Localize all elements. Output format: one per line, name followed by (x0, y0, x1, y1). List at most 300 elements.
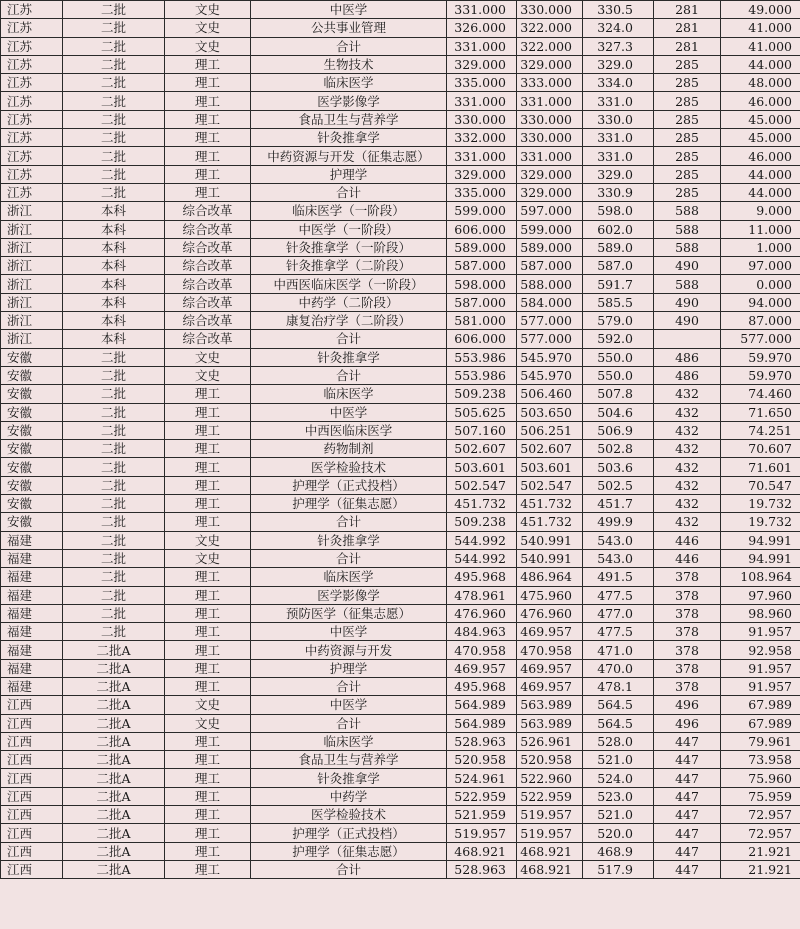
major-cell: 中医学 (251, 696, 447, 714)
diff-cell: 19.732 (721, 513, 800, 531)
province-cell: 福建 (1, 659, 63, 677)
batch-cell: 二批 (63, 549, 165, 567)
batch-cell: 二批 (63, 110, 165, 128)
diff-cell: 79.961 (721, 732, 800, 750)
min-score-cell: 451.732 (517, 513, 583, 531)
min-score-cell: 451.732 (517, 495, 583, 513)
min-score-cell: 330.000 (517, 129, 583, 147)
category-cell: 文史 (165, 1, 251, 19)
min-score-cell: 563.989 (517, 714, 583, 732)
batch-cell: 本科 (63, 330, 165, 348)
category-cell: 理工 (165, 147, 251, 165)
max-score-cell: 581.000 (447, 312, 517, 330)
batch-cell: 二批 (63, 604, 165, 622)
batch-cell: 二批 (63, 513, 165, 531)
diff-cell: 44.000 (721, 183, 800, 201)
diff-cell: 70.547 (721, 476, 800, 494)
control-line-cell: 285 (654, 129, 721, 147)
diff-cell: 9.000 (721, 202, 800, 220)
avg-score-cell: 506.9 (583, 421, 654, 439)
province-cell: 江西 (1, 824, 63, 842)
batch-cell: 本科 (63, 220, 165, 238)
min-score-cell: 563.989 (517, 696, 583, 714)
max-score-cell: 332.000 (447, 129, 517, 147)
avg-score-cell: 502.5 (583, 476, 654, 494)
table-row (1, 641, 800, 659)
table-row (1, 751, 800, 769)
min-score-cell: 506.460 (517, 385, 583, 403)
min-score-cell: 506.251 (517, 421, 583, 439)
diff-cell: 67.989 (721, 714, 800, 732)
province-cell: 江苏 (1, 1, 63, 19)
category-cell: 综合改革 (165, 220, 251, 238)
diff-cell: 72.957 (721, 824, 800, 842)
province-cell: 福建 (1, 549, 63, 567)
category-cell: 理工 (165, 513, 251, 531)
major-cell: 合计 (251, 714, 447, 732)
min-score-cell: 587.000 (517, 257, 583, 275)
table-row (1, 714, 800, 732)
avg-score-cell: 451.7 (583, 495, 654, 513)
diff-cell: 41.000 (721, 37, 800, 55)
min-score-cell: 476.960 (517, 604, 583, 622)
table-row (1, 348, 800, 366)
batch-cell: 二批A (63, 842, 165, 860)
category-cell: 文史 (165, 696, 251, 714)
max-score-cell: 564.989 (447, 696, 517, 714)
province-cell: 福建 (1, 604, 63, 622)
batch-cell: 二批 (63, 366, 165, 384)
diff-cell: 49.000 (721, 1, 800, 19)
table-row (1, 403, 800, 421)
province-cell: 浙江 (1, 202, 63, 220)
category-cell: 理工 (165, 732, 251, 750)
batch-cell: 二批 (63, 385, 165, 403)
control-line-cell: 378 (654, 586, 721, 604)
max-score-cell: 606.000 (447, 330, 517, 348)
min-score-cell: 322.000 (517, 37, 583, 55)
control-line-cell: 447 (654, 769, 721, 787)
avg-score-cell: 503.6 (583, 458, 654, 476)
min-score-cell: 486.964 (517, 568, 583, 586)
diff-cell: 74.460 (721, 385, 800, 403)
max-score-cell: 326.000 (447, 19, 517, 37)
province-cell: 江苏 (1, 74, 63, 92)
avg-score-cell: 499.9 (583, 513, 654, 531)
max-score-cell: 519.957 (447, 824, 517, 842)
max-score-cell: 468.921 (447, 842, 517, 860)
diff-cell: 59.970 (721, 366, 800, 384)
major-cell: 护理学 (251, 659, 447, 677)
control-line-cell: 378 (654, 604, 721, 622)
major-cell: 食品卫生与营养学 (251, 110, 447, 128)
batch-cell: 二批 (63, 74, 165, 92)
max-score-cell: 495.968 (447, 568, 517, 586)
min-score-cell: 329.000 (517, 165, 583, 183)
batch-cell: 二批 (63, 623, 165, 641)
table-row (1, 37, 800, 55)
min-score-cell: 470.958 (517, 641, 583, 659)
max-score-cell: 599.000 (447, 202, 517, 220)
min-score-cell: 331.000 (517, 147, 583, 165)
min-score-cell: 330.000 (517, 1, 583, 19)
major-cell: 针灸推拿学（一阶段） (251, 238, 447, 256)
province-cell: 江西 (1, 787, 63, 805)
control-line-cell: 490 (654, 257, 721, 275)
table-row (1, 183, 800, 201)
major-cell: 合计 (251, 37, 447, 55)
category-cell: 理工 (165, 92, 251, 110)
avg-score-cell: 470.0 (583, 659, 654, 677)
max-score-cell: 331.000 (447, 92, 517, 110)
max-score-cell: 335.000 (447, 74, 517, 92)
diff-cell: 46.000 (721, 147, 800, 165)
batch-cell: 二批A (63, 696, 165, 714)
avg-score-cell: 543.0 (583, 549, 654, 567)
batch-cell: 二批 (63, 165, 165, 183)
min-score-cell: 330.000 (517, 110, 583, 128)
control-line-cell: 588 (654, 275, 721, 293)
province-cell: 安徽 (1, 440, 63, 458)
control-line-cell: 378 (654, 659, 721, 677)
province-cell: 安徽 (1, 476, 63, 494)
max-score-cell: 331.000 (447, 37, 517, 55)
control-line-cell: 432 (654, 440, 721, 458)
diff-cell: 59.970 (721, 348, 800, 366)
control-line-cell: 432 (654, 403, 721, 421)
batch-cell: 二批 (63, 129, 165, 147)
table-row (1, 531, 800, 549)
avg-score-cell: 543.0 (583, 531, 654, 549)
diff-cell: 45.000 (721, 129, 800, 147)
province-cell: 浙江 (1, 275, 63, 293)
major-cell: 医学检验技术 (251, 806, 447, 824)
major-cell: 针灸推拿学 (251, 348, 447, 366)
min-score-cell: 597.000 (517, 202, 583, 220)
batch-cell: 二批A (63, 769, 165, 787)
major-cell: 中药学（二阶段） (251, 293, 447, 311)
avg-score-cell: 589.0 (583, 238, 654, 256)
min-score-cell: 331.000 (517, 92, 583, 110)
avg-score-cell: 334.0 (583, 74, 654, 92)
avg-score-cell: 507.8 (583, 385, 654, 403)
major-cell: 康复治疗学（二阶段） (251, 312, 447, 330)
avg-score-cell: 521.0 (583, 751, 654, 769)
category-cell: 理工 (165, 860, 251, 878)
diff-cell: 91.957 (721, 677, 800, 695)
category-cell: 理工 (165, 641, 251, 659)
min-score-cell: 522.960 (517, 769, 583, 787)
control-line-cell: 285 (654, 110, 721, 128)
control-line-cell: 446 (654, 549, 721, 567)
control-line-cell: 446 (654, 531, 721, 549)
table-body (1, 1, 800, 879)
max-score-cell: 544.992 (447, 549, 517, 567)
batch-cell: 二批 (63, 37, 165, 55)
avg-score-cell: 579.0 (583, 312, 654, 330)
avg-score-cell: 331.0 (583, 129, 654, 147)
major-cell: 合计 (251, 513, 447, 531)
avg-score-cell: 491.5 (583, 568, 654, 586)
control-line-cell: 588 (654, 220, 721, 238)
province-cell: 安徽 (1, 403, 63, 421)
major-cell: 医学影像学 (251, 92, 447, 110)
max-score-cell: 524.961 (447, 769, 517, 787)
category-cell: 文史 (165, 37, 251, 55)
category-cell: 理工 (165, 495, 251, 513)
major-cell: 针灸推拿学 (251, 129, 447, 147)
category-cell: 理工 (165, 842, 251, 860)
avg-score-cell: 520.0 (583, 824, 654, 842)
control-line-cell: 285 (654, 74, 721, 92)
table-row (1, 476, 800, 494)
province-cell: 江西 (1, 696, 63, 714)
major-cell: 临床医学 (251, 74, 447, 92)
avg-score-cell: 504.6 (583, 403, 654, 421)
table-row (1, 220, 800, 238)
table-row (1, 787, 800, 805)
province-cell: 福建 (1, 623, 63, 641)
category-cell: 理工 (165, 806, 251, 824)
batch-cell: 本科 (63, 312, 165, 330)
category-cell: 理工 (165, 129, 251, 147)
province-cell: 江苏 (1, 37, 63, 55)
major-cell: 护理学 (251, 165, 447, 183)
diff-cell: 94.991 (721, 531, 800, 549)
category-cell: 理工 (165, 787, 251, 805)
diff-cell: 73.958 (721, 751, 800, 769)
province-cell: 江苏 (1, 147, 63, 165)
table-row (1, 623, 800, 641)
table-row (1, 312, 800, 330)
avg-score-cell: 468.9 (583, 842, 654, 860)
diff-cell: 1.000 (721, 238, 800, 256)
province-cell: 浙江 (1, 257, 63, 275)
major-cell: 针灸推拿学（二阶段） (251, 257, 447, 275)
diff-cell: 91.957 (721, 623, 800, 641)
category-cell: 理工 (165, 440, 251, 458)
control-line-cell: 378 (654, 677, 721, 695)
batch-cell: 二批 (63, 458, 165, 476)
batch-cell: 二批A (63, 714, 165, 732)
table-row (1, 458, 800, 476)
batch-cell: 二批 (63, 440, 165, 458)
min-score-cell: 329.000 (517, 183, 583, 201)
category-cell: 综合改革 (165, 257, 251, 275)
category-cell: 理工 (165, 165, 251, 183)
category-cell: 综合改革 (165, 238, 251, 256)
avg-score-cell: 587.0 (583, 257, 654, 275)
major-cell: 护理学（正式投档） (251, 824, 447, 842)
min-score-cell: 503.650 (517, 403, 583, 421)
max-score-cell: 502.547 (447, 476, 517, 494)
province-cell: 浙江 (1, 220, 63, 238)
category-cell: 文史 (165, 19, 251, 37)
major-cell: 中药学 (251, 787, 447, 805)
min-score-cell: 577.000 (517, 330, 583, 348)
control-line-cell: 378 (654, 568, 721, 586)
min-score-cell: 540.991 (517, 549, 583, 567)
batch-cell: 二批 (63, 403, 165, 421)
batch-cell: 二批A (63, 732, 165, 750)
major-cell: 合计 (251, 330, 447, 348)
min-score-cell: 522.959 (517, 787, 583, 805)
category-cell: 理工 (165, 421, 251, 439)
major-cell: 临床医学 (251, 568, 447, 586)
province-cell: 江西 (1, 860, 63, 878)
table-row (1, 293, 800, 311)
category-cell: 文史 (165, 366, 251, 384)
min-score-cell: 519.957 (517, 806, 583, 824)
control-line-cell: 486 (654, 366, 721, 384)
category-cell: 综合改革 (165, 330, 251, 348)
category-cell: 理工 (165, 586, 251, 604)
table-row (1, 147, 800, 165)
province-cell: 福建 (1, 641, 63, 659)
table-row (1, 549, 800, 567)
province-cell: 江西 (1, 806, 63, 824)
category-cell: 理工 (165, 824, 251, 842)
table-row (1, 568, 800, 586)
avg-score-cell: 550.0 (583, 366, 654, 384)
province-cell: 江苏 (1, 92, 63, 110)
category-cell: 理工 (165, 74, 251, 92)
province-cell: 安徽 (1, 348, 63, 366)
min-score-cell: 584.000 (517, 293, 583, 311)
batch-cell: 二批 (63, 1, 165, 19)
max-score-cell: 476.960 (447, 604, 517, 622)
batch-cell: 二批 (63, 568, 165, 586)
avg-score-cell: 598.0 (583, 202, 654, 220)
table-row (1, 330, 800, 348)
control-line-cell: 281 (654, 37, 721, 55)
diff-cell: 44.000 (721, 165, 800, 183)
category-cell: 文史 (165, 714, 251, 732)
min-score-cell: 468.921 (517, 842, 583, 860)
category-cell: 理工 (165, 623, 251, 641)
max-score-cell: 553.986 (447, 348, 517, 366)
province-cell: 浙江 (1, 330, 63, 348)
avg-score-cell: 478.1 (583, 677, 654, 695)
province-cell: 江西 (1, 751, 63, 769)
table-row (1, 129, 800, 147)
min-score-cell: 329.000 (517, 55, 583, 73)
max-score-cell: 503.601 (447, 458, 517, 476)
avg-score-cell: 550.0 (583, 348, 654, 366)
major-cell: 预防医学（征集志愿） (251, 604, 447, 622)
control-line-cell: 432 (654, 458, 721, 476)
major-cell: 中医学 (251, 403, 447, 421)
diff-cell: 75.960 (721, 769, 800, 787)
category-cell: 理工 (165, 659, 251, 677)
control-line-cell: 447 (654, 824, 721, 842)
category-cell: 理工 (165, 458, 251, 476)
batch-cell: 二批 (63, 348, 165, 366)
max-score-cell: 469.957 (447, 659, 517, 677)
category-cell: 理工 (165, 55, 251, 73)
table-row (1, 55, 800, 73)
avg-score-cell: 517.9 (583, 860, 654, 878)
avg-score-cell: 524.0 (583, 769, 654, 787)
batch-cell: 二批 (63, 147, 165, 165)
max-score-cell: 470.958 (447, 641, 517, 659)
max-score-cell: 528.963 (447, 860, 517, 878)
province-cell: 福建 (1, 531, 63, 549)
diff-cell: 48.000 (721, 74, 800, 92)
min-score-cell: 475.960 (517, 586, 583, 604)
table-row (1, 385, 800, 403)
max-score-cell: 331.000 (447, 147, 517, 165)
diff-cell: 21.921 (721, 860, 800, 878)
major-cell: 公共事业管理 (251, 19, 447, 37)
diff-cell: 45.000 (721, 110, 800, 128)
province-cell: 江苏 (1, 129, 63, 147)
max-score-cell: 598.000 (447, 275, 517, 293)
category-cell: 理工 (165, 110, 251, 128)
table-row (1, 677, 800, 695)
diff-cell: 11.000 (721, 220, 800, 238)
batch-cell: 二批A (63, 806, 165, 824)
batch-cell: 二批 (63, 19, 165, 37)
table-row (1, 92, 800, 110)
control-line-cell: 432 (654, 495, 721, 513)
diff-cell: 74.251 (721, 421, 800, 439)
avg-score-cell: 591.7 (583, 275, 654, 293)
max-score-cell: 329.000 (447, 165, 517, 183)
province-cell: 江西 (1, 732, 63, 750)
control-line-cell: 378 (654, 623, 721, 641)
province-cell: 江苏 (1, 165, 63, 183)
avg-score-cell: 329.0 (583, 55, 654, 73)
batch-cell: 二批A (63, 641, 165, 659)
avg-score-cell: 330.5 (583, 1, 654, 19)
category-cell: 理工 (165, 183, 251, 201)
table-row (1, 165, 800, 183)
batch-cell: 本科 (63, 257, 165, 275)
major-cell: 针灸推拿学 (251, 769, 447, 787)
major-cell: 护理学（正式投档） (251, 476, 447, 494)
control-line-cell: 447 (654, 860, 721, 878)
avg-score-cell: 564.5 (583, 714, 654, 732)
avg-score-cell: 477.5 (583, 623, 654, 641)
avg-score-cell: 477.0 (583, 604, 654, 622)
table-row (1, 824, 800, 842)
max-score-cell: 528.963 (447, 732, 517, 750)
max-score-cell: 507.160 (447, 421, 517, 439)
control-line-cell: 447 (654, 787, 721, 805)
province-cell: 福建 (1, 586, 63, 604)
major-cell: 合计 (251, 860, 447, 878)
batch-cell: 二批A (63, 787, 165, 805)
major-cell: 医学影像学 (251, 586, 447, 604)
category-cell: 理工 (165, 385, 251, 403)
avg-score-cell: 528.0 (583, 732, 654, 750)
control-line-cell: 496 (654, 696, 721, 714)
batch-cell: 二批 (63, 183, 165, 201)
control-line-cell: 490 (654, 312, 721, 330)
table-row (1, 421, 800, 439)
major-cell: 药物制剂 (251, 440, 447, 458)
major-cell: 中药资源与开发 (251, 641, 447, 659)
avg-score-cell: 331.0 (583, 92, 654, 110)
control-line-cell: 447 (654, 751, 721, 769)
table-row (1, 110, 800, 128)
major-cell: 护理学（征集志愿） (251, 495, 447, 513)
min-score-cell: 468.921 (517, 860, 583, 878)
table-row (1, 659, 800, 677)
avg-score-cell: 329.0 (583, 165, 654, 183)
category-cell: 综合改革 (165, 202, 251, 220)
